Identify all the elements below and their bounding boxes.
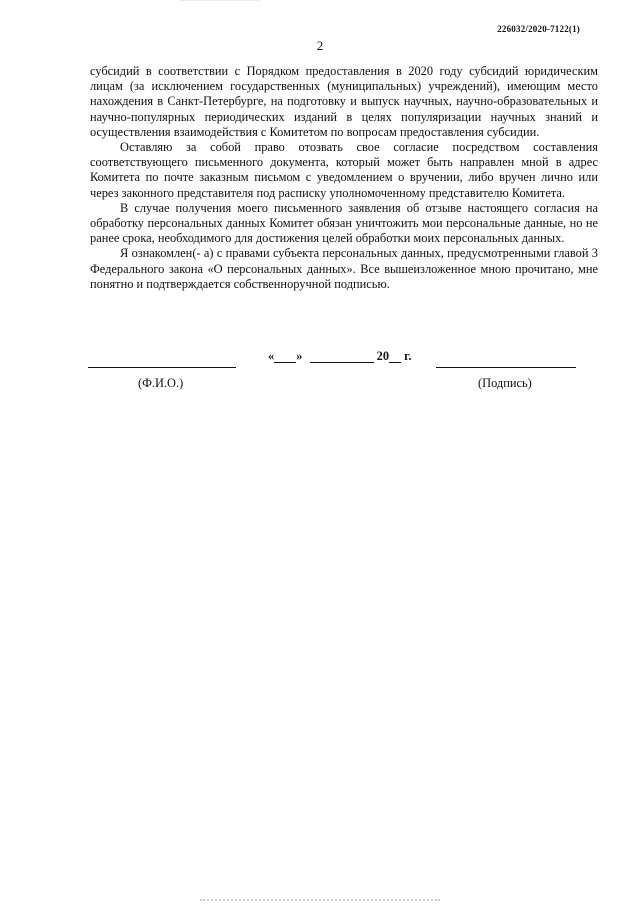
scan-artifact-top	[180, 0, 260, 3]
year-blank	[389, 351, 401, 363]
paragraph-1: субсидий в соответствии с Порядком предоставления в 2020 году субсидий юридическим лицам (за исключением государственных (муниципальных) учреждений), имеющим место нахождения в Санкт-Петербурге, на подготовку и выпуск научных, научно-образовательных и научно-популярных периодических изданий в целях популяризации научных знаний и осуществления взаимодействия с Комитетом по вопросам предоставления субсидии.	[90, 64, 598, 139]
signature-caption: (Подпись)	[478, 376, 532, 390]
year-prefix: 20	[376, 349, 390, 363]
paragraph-4: Я ознакомлен(- а) с правами субъекта персональных данных, предусмотренными главой 3 Федерального закона «О персональных данных». Все вышеизложенное мною прочитано, мне понятно и подтверждается собственноручной подписью.	[90, 246, 598, 291]
day-blank	[274, 351, 296, 363]
scan-artifact-bottom	[200, 899, 440, 905]
year-suffix: г.	[401, 349, 412, 363]
date-close-quote: »	[296, 349, 303, 363]
date-open-quote: «	[268, 349, 275, 363]
document-body	[90, 64, 598, 292]
document-id: 226032/2020-7122(1)	[497, 24, 580, 34]
page-number: 2	[316, 38, 324, 53]
paragraph-2: Оставляю за собой право отозвать свое согласие посредством составления соответствующего письменного документа, который может быть направлен мной в адрес Комитета по почте заказным письмом с уведомлением о вручении, либо вручен лично или через законного представителя под расписку уполномоченному представителю Комитета.	[90, 140, 598, 200]
paragraph-3: В случае получения моего письменного заявления об отзыве настоящего согласия на обработку персональных данных Комитет обязан уничтожить мои персональные данные, но не ранее срока, необходимого для достижения целей обработки моих персональных данных.	[90, 200, 598, 246]
signature-line	[436, 367, 576, 368]
date-field	[268, 349, 411, 364]
month-blank	[310, 351, 374, 363]
fio-signature-line	[88, 367, 236, 368]
fio-caption: (Ф.И.О.)	[138, 376, 184, 390]
